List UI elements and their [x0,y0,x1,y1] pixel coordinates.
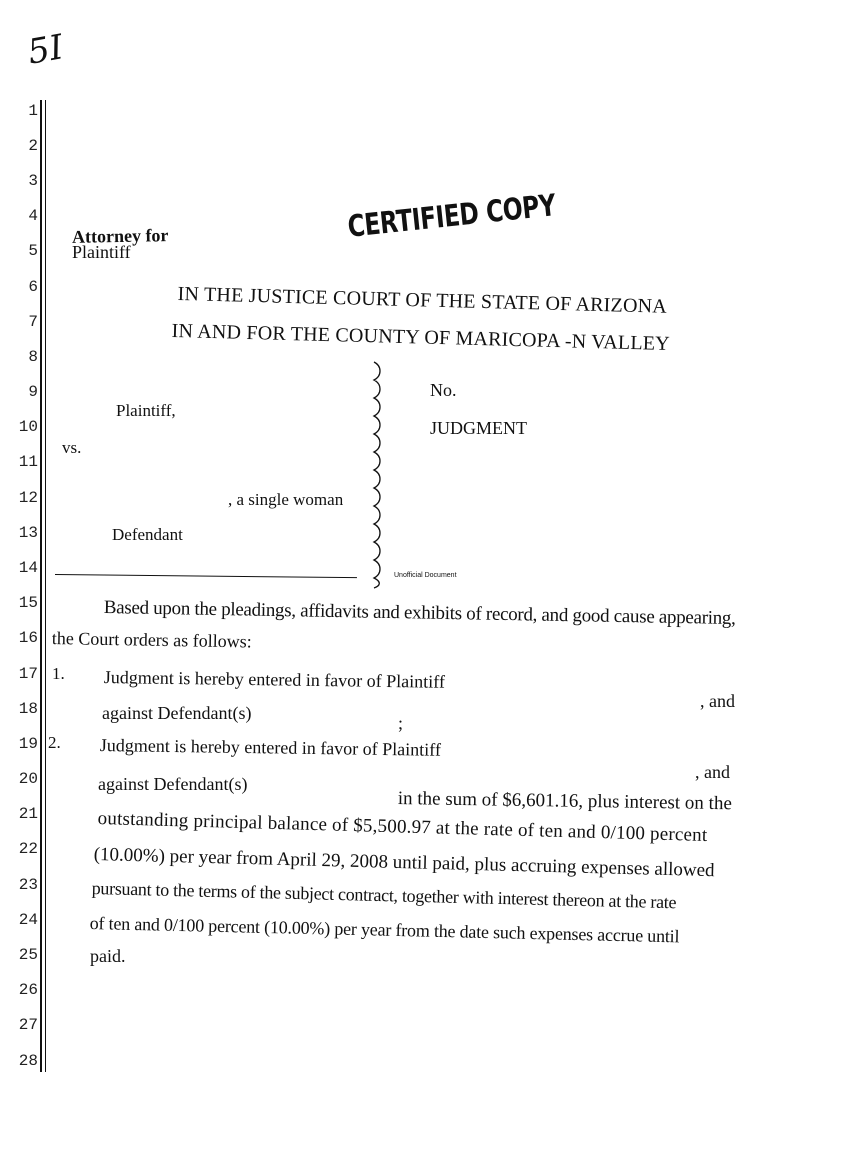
line-number: 11 [18,453,38,471]
line-number: 2 [28,137,38,155]
attorney-role: Plaintiff [72,242,131,262]
line-number: 7 [28,313,38,331]
plaintiff-label: Plaintiff, [116,401,176,420]
line-number: 15 [18,594,38,612]
case-number-label: No. [430,380,457,400]
item-body-line: outstanding principal balance of $5,500.97 at the rate of ten and 0/100 percent [97,808,708,847]
line-number: 28 [18,1052,38,1070]
line-number: 25 [18,946,38,964]
defendant-description: , a single woman [228,490,344,509]
unofficial-watermark: Unofficial Document [394,572,457,579]
line-number: 23 [18,876,38,894]
line-number: 13 [18,524,38,542]
versus-label: vs. [62,438,82,457]
caption-bracket [364,360,388,590]
intro-line1: Based upon the pleadings, affidavits and exhibits of record, and good cause appearing, [103,597,736,630]
line-number: 18 [18,700,38,718]
certified-copy-stamp: CERTIFIED COPY [346,188,558,245]
document-type: JUDGMENT [430,418,527,438]
line-number: 19 [18,735,38,753]
line-number: 3 [28,172,38,190]
line-number: 1 [28,102,38,120]
item-number: 2. [48,733,61,752]
line-number: 5 [28,242,38,260]
line-number: 8 [28,348,38,366]
item-and: , and [700,691,735,711]
defendant-label: Defendant [112,525,183,544]
line-number: 14 [18,559,38,577]
item-sum-line: in the sum of $6,601.16, plus interest on the [397,788,733,815]
item-judgment-line: Judgment is hereby entered in favor of Plaintiff [103,667,446,692]
item-defendant-line: against Defendant(s) [102,703,252,723]
item-body-line: of ten and 0/100 percent (10.00%) per year from the date such expenses accrue until [89,913,680,947]
item-judgment-line: Judgment is hereby entered in favor of Plaintiff [99,735,442,760]
line-number: 26 [18,981,38,999]
line-number: 21 [18,805,38,823]
line-number: 24 [18,911,38,929]
item-body-line: pursuant to the terms of the subject contract, together with interest thereon at the rate [91,878,677,913]
item-defendant-line: against Defendant(s) [98,774,248,794]
line-number: 6 [28,278,38,296]
intro-line2: the Court orders as follows: [51,628,252,652]
court-heading-line1: IN THE JUSTICE COURT OF THE STATE OF ARIZONA [177,283,668,318]
item-and: , and [695,762,730,782]
item-body-line: paid. [90,946,126,966]
court-heading-line2: IN AND FOR THE COUNTY OF MARICOPA -N VALLEY [171,320,671,356]
handwritten-annotation: 5I [24,27,67,73]
item-number: 1. [52,664,65,683]
line-number: 12 [18,489,38,507]
margin-rule-inner [45,100,46,1072]
line-number: 22 [18,840,38,858]
attorney-label: Attorney for [71,225,169,247]
line-number: 9 [28,383,38,401]
line-number: 4 [28,207,38,225]
item-body-line: (10.00%) per year from April 29, 2008 until paid, plus accruing expenses allowed [93,844,715,882]
item-terminator: ; [398,713,404,733]
line-number: 10 [18,418,38,436]
line-number: 17 [18,665,38,683]
line-number: 20 [18,770,38,788]
line-number: 16 [18,629,38,647]
margin-rule [40,100,42,1072]
caption-underline [55,574,357,578]
line-number: 27 [18,1016,38,1034]
